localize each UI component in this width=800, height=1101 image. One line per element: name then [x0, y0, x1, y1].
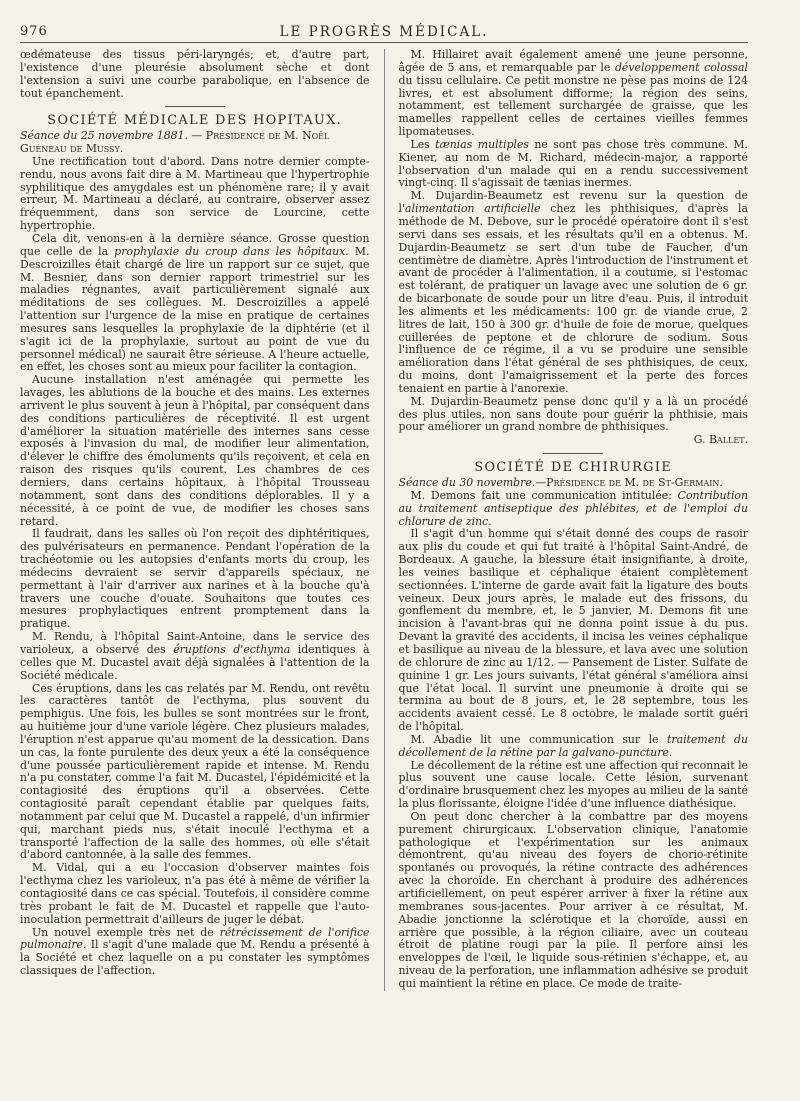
- section-title-chirurgie: SOCIÉTÉ DE CHIRURGIE: [474, 460, 673, 476]
- author-signature: G. Ballet.: [693, 433, 748, 447]
- session-presidency: —Présidence de M. de St-Germain.: [535, 476, 723, 489]
- section-title-hopitaux: SOCIÉTÉ MÉDICALE DES HOPITAUX.: [47, 113, 343, 129]
- paragraph: M. Abadie lit une communication sur le traitement du décollement de la rétine par la galvano-puncture.: [398, 732, 748, 759]
- session-presidency: — Présidence de M. Noël Guéneau de Mussy.: [20, 129, 330, 156]
- left-column: [20, 49, 384, 991]
- paragraph: M. Vidal, qui a eu l'occasion d'observer maintes fois l'ecthyma chez les varioleux, n'a pas été à même de vérifier la contagiosité dans ce cas spécial. Toutefois, il considère comme très probant le fait de M. Ducastel et rappelle que l'auto-inoculation permettrait d'ailleurs de juger le débat.: [20, 861, 370, 926]
- paragraph: Il faudrait, dans les salles où l'on reçoit des diphtéritiques, des pulvérisateurs en permanence. Pendant l'opération de la trachéotomie ou les autopsies d'enfants morts du croup, les médecins devraient se servir d'appareils spéciaux, ne permettant à l'air d'arriver aux narines et à la bouche qu'à travers une couche d'ouate. Souhaitons que toutes ces mesures prophylactiques entrent promptement dans la pratique.: [20, 527, 370, 631]
- paragraph: On peut donc chercher à la combattre par des moyens purement chirurgicaux. L'observation clinique, l'anatomie pathologique et l'expérimentation sur les animaux démontrent, qu'au niveau des foyers de chorio-rétinite spontanés ou provoqués, la rétine contracte des adhérences avec la choroïde. En cherchant à produire des adhérences artificiellement, on peut espérer arriver à fixer la rétine aux membranes sous-jacentes. Pour arriver à ce résultat, M. Abadie jonctionne la sclérotique et la choroïde, aussi en arrière que possible, à la région ciliaire, avec un couteau étroit de platine rougi par la pile. Il perfore ainsi les enveloppes de l'œil, le liquide sous-rétinien s'échappe, et, au niveau de la perforation, une inflammation adhésive se produit qui maintient la rétine en place. Ce mode de traite-: [398, 809, 748, 990]
- paragraph: M. Rendu, à l'hôpital Saint-Antoine, dans le service des varioleux, a observé des éruptions d'ecthyma identiques à celles que M. Ducastel avait déjà signalées à l'attention de la Société médicale.: [20, 630, 370, 682]
- paragraph: M. Dujardin-Beaumetz pense donc qu'il y a là un procédé des plus utiles, non sans doute pour guérir la phthisie, mais pour améliorer un grand nombre de phthisiques.: [398, 394, 748, 434]
- right-column: [384, 49, 749, 991]
- session-line: [20, 130, 370, 156]
- section-divider: [165, 106, 225, 107]
- session-date: Séance du 25 novembre 1881.: [20, 129, 188, 143]
- paragraph: Aucune installation n'est aménagée qui permette les lavages, les ablutions de la bouche et des mains. Les externes arrivent le plus souvent à jeun à l'hôpital, par conséquent dans des conditions particulières de réceptivité. Il est urgent d'améliorer la situation matérielle des internes sans cesse exposés à l'invasion du mal, de modifier leur alimentation, d'élever le chiffre des émoluments qu'ils reçoivent, et cela en raison des risques qu'ils courent. Les chambres de ces derniers, dans certains hôpitaux, à l'hôpital Trousseau notamment, sont dans des conditions déplorables. Il y a nécessité, à ce point de vue, de modifier les choses sans retard.: [20, 373, 370, 528]
- section-divider: [543, 453, 603, 454]
- paragraph: Cela dit, venons-en à la dernière séance. Grosse question que celle de la prophylaxie du croup dans les hôpitaux. M. Descroizilles était chargé de lire un rapport sur ce sujet, que M. Besnier, dans son dernier rapport trimestriel sur les maladies régnantes, avait particulièrement signalé aux méditations de ses collègues. M. Descroizilles a appelé l'attention sur l'urgence de la mise en pratique de certaines mesures sans lesquelles la prophylaxie de la diphtérie (et il s'agit ici de la prophylaxie, surtout au point de vue du personnel médical) ne saurait être sérieuse. A l'heure actuelle, en effet, les choses sont au mieux pour faciliter la contagion.: [20, 231, 370, 374]
- paragraph: Ces éruptions, dans les cas relatés par M. Rendu, ont revêtu les caractères tantôt de l'ecthyma, plus souvent du pemphigus. Une fois, les bulles se sont montrées sur le front, au huitième jour d'une variole légère. Chez plusieurs malades, l'éruption n'est apparue qu'au moment de la dessication. Dans un cas, la fonte purulente des deux yeux a été la conséquence d'une poussée particulièrement rapide et intense. M. Rendu n'a pu constater, comme l'a fait M. Ducastel, l'épidémicité et la contagiosité des éruptions qu'il a observées. Cette contagiosité paraît cependant établie par quelques faits, notamment par celui que M. Ducastel a rappelé, d'un infirmier qui, marchant pieds nus, s'était inoculé l'ecthyma et a transporté l'affection de la salle des hommes, où elle s'était d'abord cantonnée, à la salle des femmes.: [20, 681, 370, 862]
- paragraph: œdémateuse des tissus péri-laryngés; et, d'autre part, l'existence d'une pleurésie absolument sèche et dont l'extension a suivi une courbe parabolique, en l'absence de tout épanchement.: [20, 48, 370, 100]
- paragraph: Il s'agit d'un homme qui s'était donné des coups de rasoir aux plis du coude et qui fut traité à l'hôpital Saint-André, de Bordeaux. A gauche, la blessure était insignifiante, à droite, les veines basilique et céphalique étaient complètement sectionnées. L'interne de garde avait fait la ligature des bouts veineux. Deux jours après, le malade eut des frissons, du gonflement du membre, et, le 5 janvier, M. Demons fit une incision à l'avant-bras qui ne donna point issue à du pus. Devant la gravité des accidents, il incisa les veines céphalique et basilique au niveau de la blessure, et lava avec une solution de chlorure de zinc au 1/12. — Pansement de Lister. Sulfate de quinine 1 gr. Les jours suivants, l'état général s'améliora ainsi que l'état local. Il survint une pneumonie à droite qui se termina au bout de 8 jours, et, le 28 septembre, tous les accidents avaient cessé. Le 8 octobre, le malade sortit guéri de l'hôpital.: [398, 527, 748, 734]
- journal-title: LE PROGRÈS MÉDICAL.: [279, 24, 489, 40]
- session-date: Séance du 30 novembre.: [398, 476, 536, 489]
- paragraph: M. Demons fait une communication intitulée: Contribution au traitement antiseptique des phlébites, et de l'emploi du chlorure de zinc.: [398, 488, 748, 528]
- page-number: 976: [20, 24, 48, 39]
- paragraph: Le décollement de la rétine est une affection qui reconnait le plus souvent une cause locale. Cette lésion, survenant d'ordinaire brusquement chez les myopes au milieu de la santé la plus florissante, éloigne l'idée d'une influence diathésique.: [398, 758, 748, 811]
- paragraph: M. Dujardin-Beaumetz est revenu sur la question de l'alimentation artificielle chez les phthisiques, d'après la méthode de M. Debove, sur le procédé opératoire dont il s'est servi dans ses essais, et les résultats qu'il en a obtenus. M. Dujardin-Beaumetz se sert d'un tube de Faucher, d'un centimètre de diamètre. Après l'introduction de l'instrument et avant de procéder à l'alimentation, il a coutume, si l'estomac est tolérant, de pratiquer un lavage avec une solution de 6 gr. de bicarbonate de soude pour un litre d'eau. Puis, il introduit les aliments et les médicaments: 100 gr. de viande crue, 2 litres de lait, 150 à 300 gr. d'huile de foie de morue, quelques cuillerées de peptone et de chlorure de sodium. Sous l'influence de ce régime, il a vu se produire une sensible amélioration dans l'état général de ses phthisiques, de ceux, du moins, dont l'amaigrissement et la perte des forces tenaient en partie à l'anorexie.: [398, 189, 748, 395]
- two-column-body: [20, 49, 748, 991]
- paragraph: Les tænias multiples ne sont pas chose très commune. M. Kiener, au nom de M. Richard, médecin-major, a rapporté l'observation d'un malade qui en a rendu successivement vingt-cinq. Il s'agissait de tænias inermes.: [398, 137, 748, 190]
- running-head: [20, 22, 748, 43]
- paragraph: Un nouvel exemple très net de rétrécissement de l'orifice pulmonaire. Il s'agit d'une malade que M. Rendu a présenté à la Société et chez laquelle on a pu constater les symptômes classiques de l'affection.: [20, 925, 370, 978]
- paragraph: M. Hillairet avait également amené une jeune personne, âgée de 5 ans, et remarquable par le développement colossal du tissu cellulaire. Ce petit monstre ne pèse pas moins de 124 livres, et est absolument difforme; la région des seins, notamment, est tellement surchargée de graisse, que les mamelles rappellent celles de certaines vieilles femmes lipomateuses.: [398, 48, 748, 139]
- paragraph: Une rectification tout d'abord. Dans notre dernier compte-rendu, nous avons fait dire à M. Martineau que l'hypertrophie syphilitique des amygdales est un phénomène rare; il y avait erreur, M. Martineau a déclaré, au contraire, observer assez fréquemment, dans son service de Lourcine, cette hypertrophie.: [20, 154, 370, 233]
